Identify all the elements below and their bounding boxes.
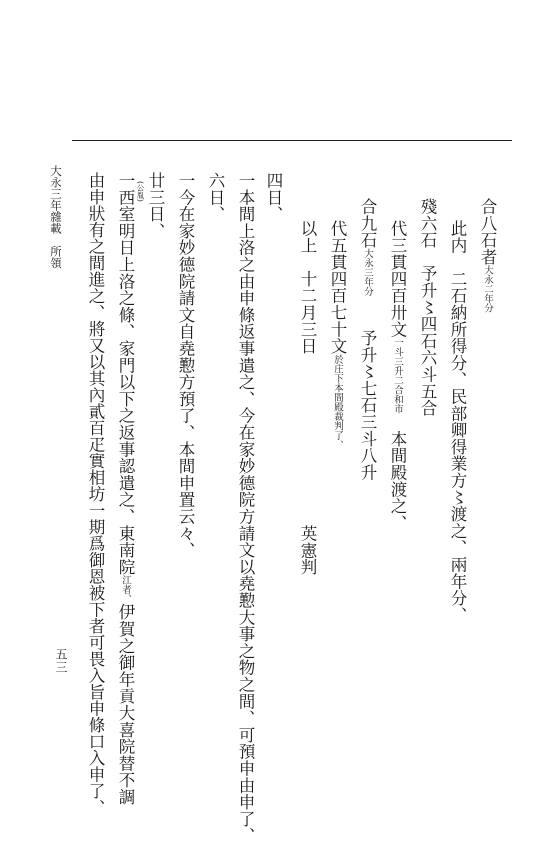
interlinear-note: 大永三年分 — [362, 248, 373, 296]
running-header — [50, 165, 62, 269]
running-title: 大永三年雜載 — [49, 165, 63, 234]
text-column-11: 一今在家妙德院請文自堯懃方預了、本間申置云々、 — [176, 172, 195, 559]
text-column-3: 殘六石 予升〻四石六斗五合 — [418, 198, 437, 417]
text-column-9: 一本間上洛之由申條返事遣之、今在家妙德院方請文以堯懃大事之物之間、可預申由申了、 — [236, 172, 255, 844]
text-column-1: 合八石者大永二年分 — [478, 198, 497, 313]
text-column-13: 一西室明日上洛之條、家門以下之返事認遣之、東南院江者、伊賀之御年貢大喜院替不調 — [116, 172, 135, 806]
interlinear-note: 於庄下本間殿裁判了、 — [332, 354, 343, 450]
interlinear-note: 一斗三升二合和市 — [392, 337, 403, 414]
running-section: 所領 — [49, 245, 63, 269]
date-heading: 廿三日、 — [146, 172, 165, 240]
page-number: 五三 — [54, 648, 68, 674]
text-column-6: 代五貫四百七十文於庄下本間殿裁判了、 — [328, 220, 347, 450]
date-heading: 六日、 — [206, 172, 225, 223]
header-rule — [72, 140, 512, 141]
text-column-14: 由申狀有之間進之、將又以其內貳百疋實相坊一期爲御恩被下者可畏入旨申條口入申了、 — [86, 172, 105, 816]
ruby-annotation: (公胤) — [136, 181, 145, 202]
text-column-2: 此内 二石納所得分、民部卿得業方〻渡之、兩年分、 — [448, 220, 467, 624]
interlinear-note: 大永二年分 — [482, 265, 493, 313]
interlinear-note: 江者、 — [120, 575, 131, 604]
text-column-7: 以上 十二月三日 — [298, 220, 317, 355]
date-heading: 四日、 — [264, 172, 283, 223]
text-column-5: 合九石大永三年分 予升〻七石三斗八升 — [358, 198, 377, 481]
text-column-4: 代三貫四百卅文一斗三升二合和市 本間殿渡之、 — [388, 220, 407, 532]
signature: 英憲判 — [298, 525, 317, 576]
